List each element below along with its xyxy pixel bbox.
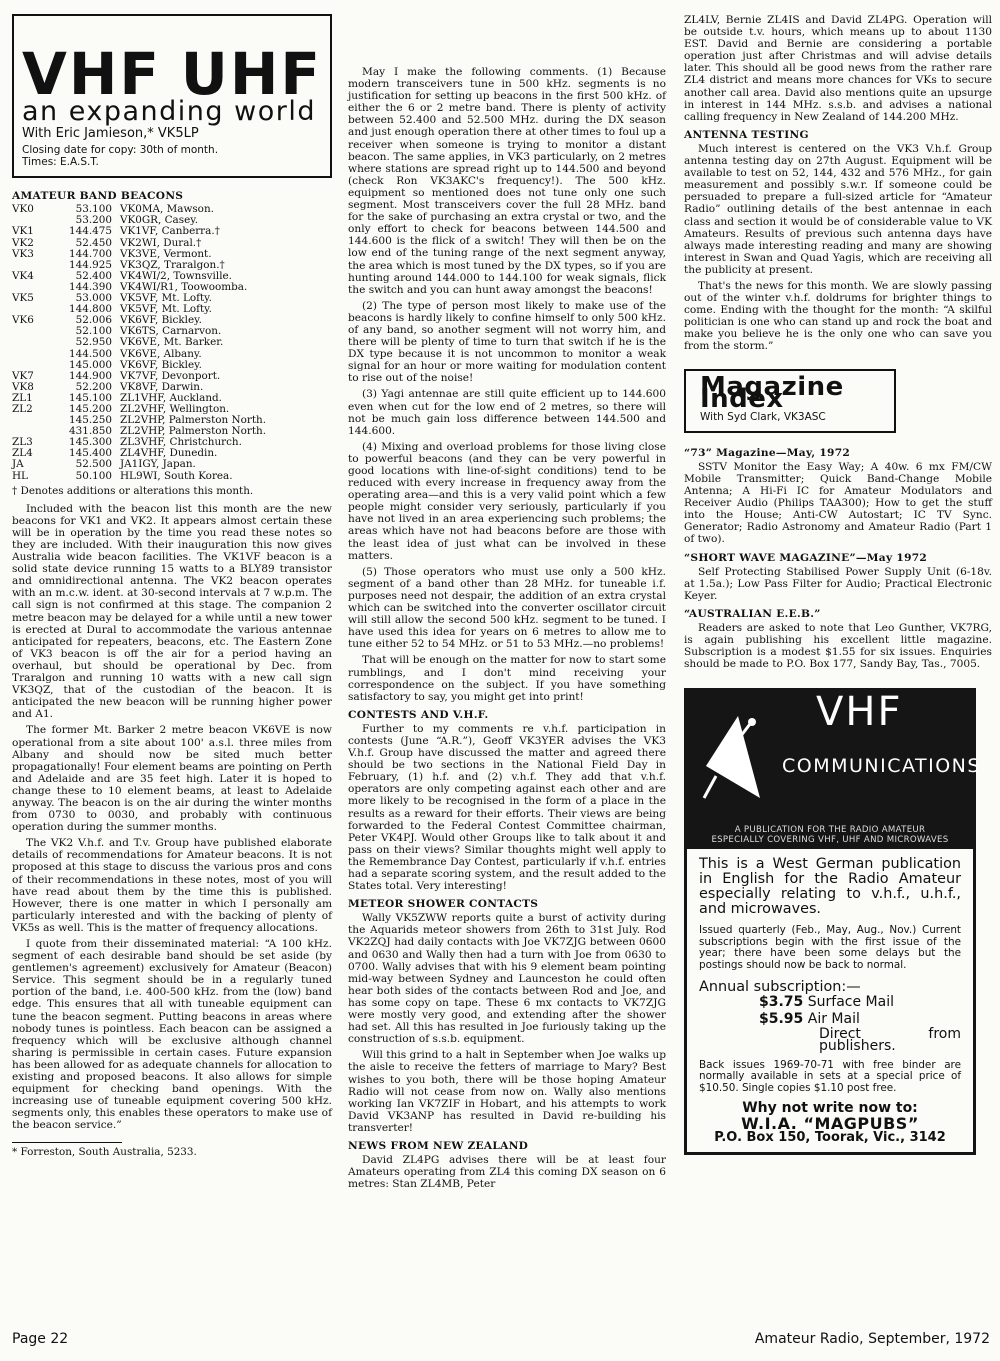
ad-annual: Annual subscription:— <box>699 979 861 996</box>
section-heading: CONTESTS AND V.H.F. <box>348 708 489 721</box>
page-number: Page 22 <box>12 1331 69 1347</box>
section-heading: “AUSTRALIAN E.E.B.” <box>684 607 821 620</box>
beacon-frequency: 53.100 <box>75 203 112 216</box>
beacon-callsign: VK3VE, Vermont. <box>120 247 212 260</box>
beacon-row <box>12 226 332 237</box>
paragraph: Much interest is centered on the VK3 V.h.f. Group antenna testing day on 27th August. Equipment will be available to test on 52, 144, 432 and 576 MHz., for gain measurement and possibly s.w.r. If someone could be persuaded to prepare a full-sized article for “Amateur Radio” outlining details of the best antennae in each class and section it would be of considerable value to VK Amateurs. Results of previous such antenna days have always made interesting reading and many are showing interest in Swan and Quad Yagis, which are receiving all the publicity at present. <box>684 142 992 276</box>
beacon-frequency: 52.006 <box>75 314 112 327</box>
column-title <box>22 40 322 108</box>
beacon-frequency: 52.400 <box>75 269 112 282</box>
beacon-callsign: VK7VF, Devonport. <box>120 369 221 382</box>
beacon-callsign: VK6VF, Bickley. <box>120 314 202 327</box>
beacon-frequency: 145.100 <box>69 391 112 404</box>
paragraph: SSTV Monitor the Easy Way; A 40w. 6 mx FM/CW Mobile Transmitter; Quick Band-Change Mobile Antenna; A Hi-Fi IC for Amateur Modulators and Receiver Audio (Philips TAA300); How to get the stuff into the House; Anti-CW Autostart; IC TV Sync. Generator; Radio Astronomy and Amateur Radio (Part 1 of two). <box>684 460 992 546</box>
beacon-frequency: 145.000 <box>69 358 112 371</box>
paragraph: Further to my comments re v.h.f. participation in contests (June “A.R.”), Geoff VK3YER advises the VK3 V.h.f. Group have discussed the matter and agreed there should be two sections in the National Field Day in February, (1) h.f. and (2) v.h.f. They add that v.h.f. operators are only competing against each other and are more likely to be recognised in the form of a place in the results as a reward for their efforts. Their views are being forwarded to the Federal Contest Committee chairman, Peter VK4PJ. Would other Groups like to talk about it and pass on their views? Similar thoughts might well apply to the Remembrance Day Contest, particularly if v.h.f. entries had a separate scoring system, and the result added to the States total. Very interesting! <box>348 722 666 893</box>
beacon-frequency: 145.400 <box>69 447 112 460</box>
title-vhf: VHF <box>22 40 162 108</box>
paragraph: (3) Yagi antennae are still quite efficient up to 144.600 even when cut for the low end of 2 metres, so there will not be much gain loss difference between 144.500 and 144.600. <box>348 388 666 437</box>
section-heading: NEWS FROM NEW ZEALAND <box>348 1139 529 1152</box>
byline: With Eric Jamieson,* VK5LP <box>22 126 199 142</box>
beacon-prefix: VK1 <box>12 225 34 238</box>
ad-strip <box>684 823 976 849</box>
paragraph: (4) Mixing and overload problems for those living close to powerful beacons (and they can be very powerful in good locations with line-of-sight conditions) tend to be reduced with every increase in frequency away from the operating area—and this is a very valid point which a few people might consider very seriously, particularly if you have not lived in an area experiencing such problems; the areas which have not had beacons before are those with the least idea of just what can be involved in these matters. <box>348 440 666 562</box>
column-subtitle: an expanding world <box>22 96 316 127</box>
beacon-callsign: VK1VF, Canberra.† <box>120 225 220 238</box>
beacon-callsign: VK2WI, Dural.† <box>120 236 202 249</box>
beacon-callsign: JA1IGY, Japan. <box>120 458 196 471</box>
paragraph: I quote from their disseminated material: “A 100 kHz. segment of each desirable band should be set aside (by gentlemen's agreement) exclusively for Amateur (Beacon) Service. This segment should be in a regularly tuned portion of the band, i.e. 400-500 kHz. from the (low) band edge. This ensures that all with tuneable equipment can tune the beacon segment. Putting beacons in areas where nobody tunes is pointless. Each beacon can be assigned a frequency which will be exclusive although channel sharing is permissible in certain cases. Future expansion has been allowed for as adequate channels for allocation to existing and proposed beacons. It also allows for simple equipment for checking band openings. With the increasing use of tuneable equipment covering 500 kHz. segments only, this enables these operators to make use of the beacon service.” <box>12 938 332 1132</box>
ad-wia: W.I.A. “MAGPUBS” <box>741 1114 919 1134</box>
paragraph: Self Protecting Stabilised Power Supply Unit (6-18v. at 1.5a.); Low Pass Filter for Audio; Practical Electronic Keyer. <box>684 565 992 602</box>
beacon-callsign: VK8VF, Darwin. <box>120 380 204 393</box>
price-value: $3.75 <box>759 993 804 1010</box>
paragraph: The VK2 V.h.f. and T.v. Group have published elaborate details of recommendations for Amateur beacons. It is not proposed at this stage to discuss the various pros and cons of their recommendations in these notes, most of you will have read about them by the time this is published. However, there is one matter in which I personally am particularly interested and with the backing of plenty of VK5s as well. This is the matter of frequency allocations. <box>12 837 332 934</box>
ad-issued: Issued quarterly (Feb., May, Aug., Nov.) Current subscriptions begin with the first issue of the year; there have been some delays but the postings should now be back to normal. <box>699 924 961 971</box>
paragraph: Included with the beacon list this month are the new beacons for VK1 and VK2. It appears almost certain these will be in operation by the time you read these notes so they are included. With their inauguration this now gives Australia wide beacon facilities. The VK1VF beacon is a solid state device running 15 watts to a BLY89 transistor and omnidirectional antenna. The VK2 beacon operates with an m.c.w. ident. at 30-second intervals at 7 w.p.m. The call sign is not confirmed at this stage. The companion 2 metre beacon may be delayed for a while until a new tower is erected at Dural to accommodate the various antennae anticipated for repeaters, beacons, etc. The Eastern Zone of VK3 beacon is off the air for a period having an overhaul, but should be operational by Dec. from Traralgon and running 10 watts with a new call sign VK3QZ, that of the custodian of the beacon. It is anticipated the new beacon will be running higher power and A1. <box>12 502 332 721</box>
vhf-communications-ad <box>684 688 981 1155</box>
paragraph: The former Mt. Barker 2 metre beacon VK6VE is now operational from a site about 100' a.s.l. three miles from Albany and should now be sited much better propagationally! Four element beams are pointing on Perth and Adelaide and are 35 feet high. Later it is hoped to change these to 10 element beams, at least to Adelaide anyway. The beacon is on the air during the winter months from 0730 to 0030, and probably with continuous operation during the summer months. <box>12 724 332 834</box>
magazine-index-byline: With Syd Clark, VK3ASC <box>700 410 826 423</box>
beacon-frequency: 145.300 <box>69 436 112 449</box>
beacon-frequency: 50.100 <box>75 469 112 482</box>
paragraph: May I make the following comments. (1) Because modern transceivers tune in 500 kHz. segments is no justification for setting up beacons in the first 500 kHz. of either the 6 or 2 metre band. There is plenty of activity between 52.400 and 52.500 MHz. during the DX season and just enough operation there at other times to foul up a receiver when someone is trying to monitor a distant beacon. The same applies, in VK3 particularly, on 2 metres where stations are spread right up to 144.500 and beyond (check Ron VK3AKC's frequency!). The 500 kHz. equipment so mentioned does not tune only one such segment. Most transceivers cover the full 28 MHz. band for the sake of purchasing an extra crystal or two, and the only effort to check for beacons between 144.500 and 144.600 is the flick of a switch! They will then be on the low end of the tuning range of the next segment anyway, the area which is most tuned by the DX types, so if you are hunting around 144.000 to 144.100 for weak signals, flick the switch and you can hunt away amongst the beacons! <box>348 66 666 296</box>
beacon-frequency: 144.700 <box>69 247 112 260</box>
beacon-frequency: 52.100 <box>75 325 112 338</box>
beacon-prefix: VK0 <box>12 203 34 216</box>
beacon-callsign: ZL2VHP, Palmerston North. <box>120 414 267 427</box>
beacon-frequency: 145.200 <box>69 402 112 415</box>
beacon-frequency: 144.475 <box>69 225 112 238</box>
section-heading: “73” Magazine—May, 1972 <box>684 446 851 459</box>
section-heading: “SHORT WAVE MAGAZINE”—May 1972 <box>684 551 928 564</box>
beacon-frequency: 144.500 <box>69 347 112 360</box>
beacon-callsign: ZL3VHF, Christchurch. <box>120 436 242 449</box>
beacon-prefix: ZL2 <box>12 402 33 415</box>
beacon-prefix: ZL3 <box>12 436 33 449</box>
beacon-frequency: 144.390 <box>69 280 112 293</box>
beacon-callsign: VK6VE, Mt. Barker. <box>120 336 224 349</box>
price-air <box>699 1011 961 1028</box>
magazine-footer: Amateur Radio, September, 1972 <box>754 1331 990 1347</box>
beacon-prefix <box>12 415 48 426</box>
beacon-frequency: 144.800 <box>69 303 112 316</box>
magazine-index-box <box>684 369 896 433</box>
beacon-callsign: VK0GR, Casey. <box>120 214 199 227</box>
beacon-callsign: ZL2VHF, Wellington. <box>120 402 230 415</box>
beacon-prefix: HL <box>12 469 28 482</box>
beacon-callsign: HL9WI, South Korea. <box>120 469 233 482</box>
beacon-row <box>12 471 332 482</box>
beacon-frequency: 52.450 <box>75 236 112 249</box>
beacon-prefix: VK5 <box>12 292 34 305</box>
beacon-prefix <box>12 337 48 348</box>
beacon-frequency: 144.900 <box>69 369 112 382</box>
beacon-frequency: 53.000 <box>75 292 112 305</box>
closing-date: Closing date for copy: 30th of month. <box>22 144 219 157</box>
beacon-prefix: VK8 <box>12 380 34 393</box>
beacon-prefix <box>12 326 48 337</box>
paragraph: Readers are asked to note that Leo Gunther, VK7RG, is again publishing his excellent little magazine. Subscription is a modest $1.55 for six issues. Enquiries should be made to P.O. Box 177, Sandy Bay, Tas., 7005. <box>684 622 992 671</box>
ad-address: P.O. Box 150, Toorak, Vic., 3142 <box>714 1130 946 1146</box>
section-heading: METEOR SHOWER CONTACTS <box>348 898 539 911</box>
paragraph: ZL4LV, Bernie ZL4IS and David ZL4PG. Operation will be outside t.v. hours, which means up to about 1130 EST. David and Bernie are considering a portable operation just after Christmas and will advise details later. This should all be good news from the rather rare ZL4 district and means more chances for VKs to secure another call area. David also mentions quite an upsurge in interest in 144 MHz. s.s.b. and advises a national calling frequency in New Zealand of 144.200 MHz. <box>684 14 992 123</box>
beacon-frequency: 431.850 <box>69 425 112 438</box>
beacon-row <box>12 349 332 360</box>
beacon-prefix: VK2 <box>12 236 34 249</box>
beacon-prefix: VK7 <box>12 369 34 382</box>
beacon-prefix <box>12 349 48 360</box>
beacon-frequency: 145.250 <box>69 414 112 427</box>
price-surface <box>699 994 961 1011</box>
beacon-frequency: 53.200 <box>75 214 112 227</box>
beacon-callsign: ZL4VHF, Dunedin. <box>120 447 218 460</box>
ad-title-vhf: VHF <box>816 689 903 736</box>
price-value: $5.95 <box>759 1010 804 1027</box>
beacon-callsign: VK3QZ, Traralgon.† <box>120 258 225 271</box>
beacon-callsign: VK6VE, Albany. <box>120 347 202 360</box>
beacon-frequency: 144.925 <box>69 258 112 271</box>
ad-lead: This is a West German publication in English for the Radio Amateur especially relating to v.h.f., u.h.f., and microwaves. <box>699 856 961 918</box>
paragraph: Wally VK5ZWW reports quite a burst of activity during the Aquarids meteor showers from 26th to 31st July. Rod VK2ZQJ had daily contacts with Joe VK7ZJG between 0600 and 0630 and Wally then had a turn with Joe from 0630 to 0700. Wally advises that with his 9 element beam pointing mid-way between Sydney and Launceston he could often hear both sides of the contacts between Rod and Joe, and has some copy on tape. These 6 mx contacts to VK7ZJG were mostly very good, and extending after the shower had set. All this has resulted in Joe furiously taking up the construction of s.s.b. equipment. <box>348 912 666 1046</box>
beacon-note: † Denotes additions or alterations this month. <box>12 484 254 497</box>
magazine-index-title: Magazine Index <box>700 371 844 414</box>
beacon-prefix: ZL1 <box>12 391 33 404</box>
price-label: Surface Mail <box>807 993 894 1010</box>
beacon-frequency: 52.950 <box>75 336 112 349</box>
beacon-callsign: VK0MA, Mawson. <box>120 203 214 216</box>
beacon-table <box>12 204 332 481</box>
column-right <box>684 14 992 1155</box>
beacon-row <box>12 459 332 470</box>
section-heading: ANTENNA TESTING <box>684 128 809 141</box>
paragraph: That's the news for this month. We are slowly passing out of the winter v.h.f. doldrums for brighter things to come. Ending with the thought for the month: “A skilful politician is one who can stand up and rock the boat and make you believe he is the only one who can save you from the storm.” <box>684 279 992 353</box>
ad-title-communications: COMMUNICATIONS <box>782 755 981 778</box>
antenna-dish-icon <box>698 706 768 801</box>
ad-direct: Direct from publishers. <box>819 1025 961 1054</box>
beacon-prefix: VK4 <box>12 269 34 282</box>
beacon-frequency: 52.500 <box>75 458 112 471</box>
beacon-callsign: VK5VF, Mt. Lofty. <box>120 303 212 316</box>
paragraph: That will be enough on the matter for now to start some rumblings, and I don't mind receiving your correspondence on the subject. If you have something satisfactory to say, you might get into print! <box>348 654 666 703</box>
beacon-callsign: VK5VF, Mt. Lofty. <box>120 292 212 305</box>
column-left <box>12 14 332 1158</box>
beacon-frequency: 52.200 <box>75 380 112 393</box>
title-uhf: UHF <box>180 40 322 108</box>
paragraph: David ZL4PG advises there will be at least four Amateurs operating from ZL4 this coming DX season on 6 metres: Stan ZL4MB, Peter <box>348 1154 666 1191</box>
beacon-prefix: VK6 <box>12 314 34 327</box>
beacon-callsign: VK6TS, Carnarvon. <box>120 325 222 338</box>
column-title-box <box>12 14 332 178</box>
beacon-row <box>12 238 332 249</box>
paragraph: Will this grind to a halt in September when Joe walks up the aisle to receive the fetters of marriage to Mary? Best wishes to you both, there will be those hoping Amateur Radio will not cease from now on. Wally also mentions working Ian VK7ZIF in Hobart, and his attempts to work David VK3ANP has resulted in David re-building his transverter! <box>348 1049 666 1134</box>
ad-strip-line: ESPECIALLY COVERING VHF, UHF AND MICROWAVES <box>711 835 949 846</box>
beacon-prefix: VK3 <box>12 247 34 260</box>
beacon-callsign: VK6VF, Bickley. <box>120 358 202 371</box>
beacon-prefix: ZL4 <box>12 447 33 460</box>
beacon-callsign: VK4WI/2, Townsville. <box>120 269 232 282</box>
column-middle <box>348 66 666 1194</box>
ad-banner <box>684 688 981 823</box>
ad-body <box>684 849 976 1155</box>
ad-why: Why not write now to: <box>742 1100 918 1117</box>
beacon-callsign: ZL2VHP, Palmerston North. <box>120 425 267 438</box>
beacon-prefix: JA <box>12 458 24 471</box>
ad-strip-line: A PUBLICATION FOR THE RADIO AMATEUR <box>734 825 926 836</box>
ad-back-issues: Back issues 1969-70-71 with free binder are normally available in sets at a special price of $10.50. Single copies $1.10 post free. <box>699 1058 961 1094</box>
price-label: Air Mail <box>807 1010 860 1027</box>
beacon-row <box>12 337 332 348</box>
footnote: * Forreston, South Australia, 5233. <box>12 1142 122 1158</box>
times-note: Times: E.A.S.T. <box>22 156 99 169</box>
paragraph: (2) The type of person most likely to make use of the beacons is hardly likely to confine himself to only 500 kHz. of any band, so another segment will not worry him, and there will be plenty of time to turn that switch if he is the DX type because it is not uncommon to monitor a weak signal for an hour or more waiting for modulation content to rise out of the noise! <box>348 299 666 385</box>
paragraph: (5) Those operators who must use only a 500 kHz. segment of a band other than 28 MHz. for tuneable i.f. purposes need not despair, the addition of an extra crystal which can be switched into the converter oscillator circuit will still allow the second 500 kHz. segment to be tuned. I have used this idea for years on 6 metres to allow me to tune either 52 to 54 MHz. or 51 to 53 MHz.—no problems! <box>348 565 666 651</box>
beacon-callsign: VK4WI/R1, Toowoomba. <box>120 280 248 293</box>
beacon-callsign: ZL1VHF, Auckland. <box>120 391 222 404</box>
beacons-heading: AMATEUR BAND BEACONS <box>12 190 184 203</box>
